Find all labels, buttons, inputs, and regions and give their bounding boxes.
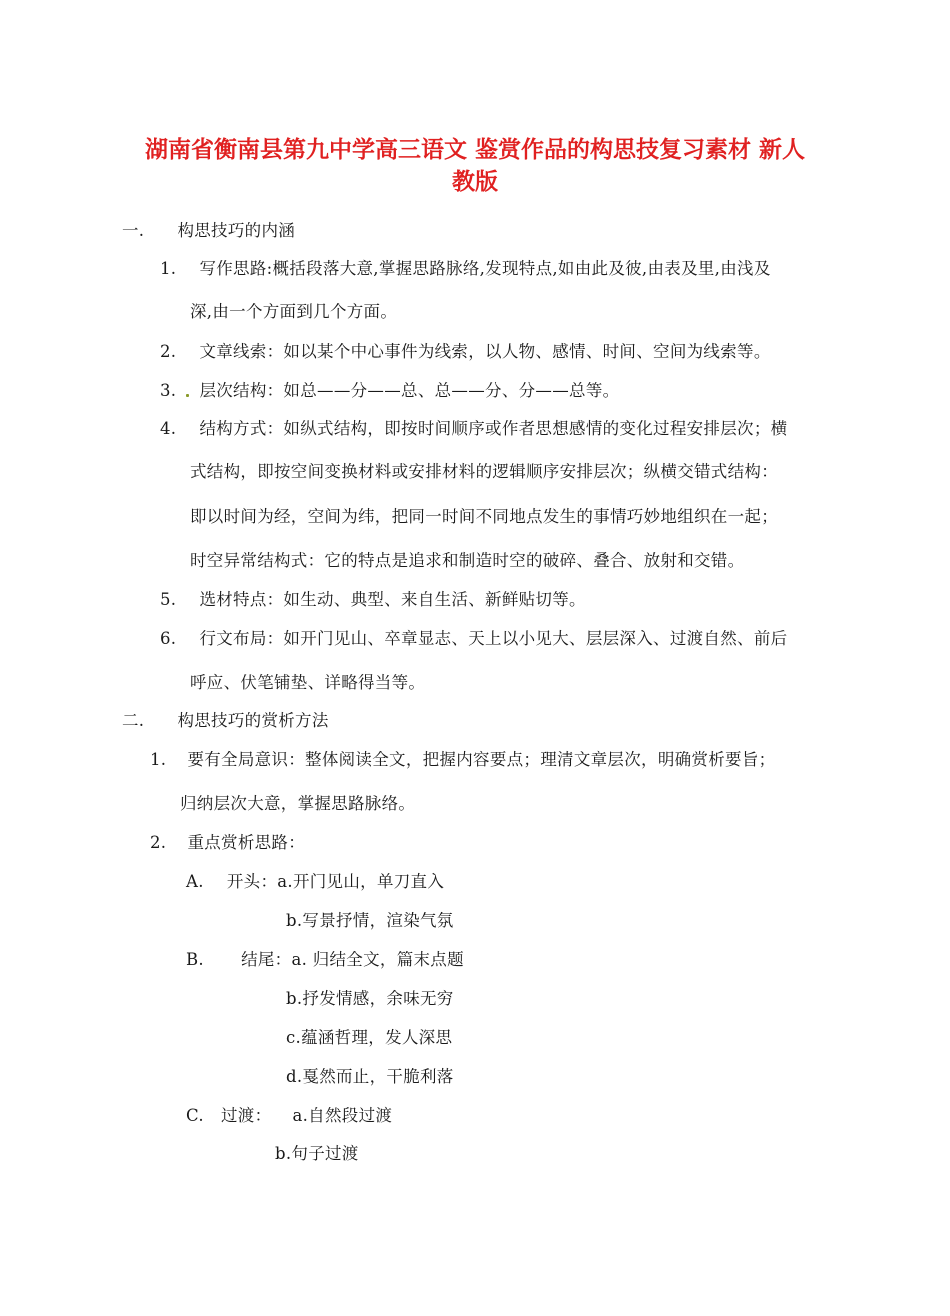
- sub-b-name: 结尾：: [241, 950, 292, 969]
- sub-c-label: C.: [186, 1106, 204, 1125]
- s2-item-2-text-1: 重点赏析思路：: [187, 833, 306, 852]
- s1-item-1-text-1: 写作思路:概括段落大意,掌握思路脉络,发现特点,如由此及彼,由表及里,由浅及: [199, 259, 771, 278]
- s1-item-6-text-2: 呼应、伏笔铺垫、详略得当等。: [190, 673, 426, 692]
- sub-b-point-1: a. 归结全文，篇末点题: [291, 950, 464, 969]
- s1-item-4-line-3: [190, 506, 778, 528]
- s2-item-2-number: 2.: [150, 833, 167, 852]
- s1-item-6-line-2: [190, 672, 425, 694]
- s1-item-3-line-1: [160, 380, 619, 402]
- s1-item-1-line-2: [190, 301, 397, 323]
- s1-item-4-text-2: 式结构，即按空间变换材料或安排材料的逻辑顺序安排层次；纵横交错式结构：: [190, 462, 778, 481]
- s1-item-6-text-1: 行文布局：如开门见山、卒章显志、天上以小见大、层层深入、过渡自然、前后: [199, 629, 788, 648]
- sub-b-row: [186, 949, 464, 971]
- s1-item-4-text-4: 时空异常结构式：它的特点是追求和制造时空的破碎、叠合、放射和交错。: [190, 551, 745, 570]
- sub-c-name: 过渡：: [220, 1106, 272, 1125]
- sub-b-point-2-row: [286, 988, 454, 1010]
- sub-c-row: [186, 1105, 392, 1127]
- sub-a-point-1: a.开门见山，单刀直入: [277, 872, 445, 891]
- s1-item-4-line-2: [190, 461, 778, 483]
- section-1-number: 一.: [122, 221, 145, 240]
- section-1-heading-row: [122, 220, 295, 242]
- s1-item-5-line-1: [160, 589, 586, 611]
- s2-item-1-line-1: [150, 749, 775, 771]
- s1-item-4-line-1: [160, 418, 787, 440]
- s1-item-1-text-2: 深,由一个方面到几个方面。: [190, 302, 398, 321]
- s1-item-3-text-1: 层次结构：如总——分——总、总——分、分——总等。: [199, 381, 620, 400]
- sub-b-point-2: b.抒发情感，余味无穷: [286, 989, 454, 1008]
- sub-b-point-4-row: [286, 1066, 454, 1088]
- s1-item-2-line-1: [160, 341, 771, 363]
- sub-a-point-2-row: [286, 910, 454, 932]
- section-2-heading-row: [122, 710, 329, 732]
- s2-item-1-text-2: 归纳层次大意，掌握思路脉络。: [180, 794, 416, 813]
- s1-item-2-number: 2.: [160, 342, 177, 361]
- s1-item-6-line-1: [160, 628, 787, 650]
- s1-item-4-line-4: [190, 550, 744, 572]
- s2-item-1-line-2: [180, 793, 415, 815]
- s1-item-5-text-1: 选材特点：如生动、典型、来自生活、新鲜贴切等。: [199, 590, 586, 609]
- sub-b-point-3-row: [286, 1027, 452, 1049]
- s1-item-1-number: 1.: [160, 259, 177, 278]
- title-line-2: 教版: [452, 169, 498, 195]
- section-2-number: 二.: [122, 711, 145, 730]
- sub-b-label: B.: [186, 950, 204, 969]
- section-1-heading: 构思技巧的内涵: [177, 221, 296, 240]
- s1-item-2-text-1: 文章线索：如以某个中心事件为线索，以人物、感情、时间、空间为线索等。: [199, 342, 771, 361]
- section-2-heading: 构思技巧的赏析方法: [177, 711, 329, 730]
- sub-c-point-2: b.句子过渡: [275, 1144, 359, 1163]
- sub-a-name: 开头：: [226, 872, 278, 891]
- sub-c-point-2-row: [275, 1143, 359, 1165]
- s2-item-2-line-1: [150, 832, 305, 854]
- sub-b-point-3: c.蕴涵哲理，发人深思: [286, 1028, 453, 1047]
- sub-b-point-4: d.戛然而止，干脆利落: [286, 1067, 454, 1086]
- s2-item-1-number: 1.: [150, 750, 167, 769]
- sub-a-label: A.: [186, 872, 204, 891]
- s1-item-3-number: 3.: [160, 381, 177, 400]
- s1-item-1-line-1: [160, 258, 771, 280]
- s1-item-4-number: 4.: [160, 419, 177, 438]
- s1-item-4-text-3: 即以时间为经，空间为纬，把同一时间不同地点发生的事情巧妙地组织在一起；: [190, 507, 778, 526]
- sub-c-point-1: a.自然段过渡: [292, 1106, 393, 1125]
- marker-dot: [186, 394, 189, 397]
- s2-item-1-text-1: 要有全局意识：整体阅读全文，把握内容要点；理清文章层次，明确赏析要旨；: [187, 750, 776, 769]
- title-line-1: 湖南省衡南县第九中学高三语文 鉴赏作品的构思技复习素材 新人: [144, 137, 805, 163]
- s1-item-6-number: 6.: [160, 629, 177, 648]
- sub-a-point-2: b.写景抒情，渲染气氛: [286, 911, 454, 930]
- sub-a-row: [186, 871, 444, 893]
- document-title: [110, 134, 840, 198]
- s1-item-4-text-1: 结构方式：如纵式结构，即按时间顺序或作者思想感情的变化过程安排层次；横: [199, 419, 788, 438]
- s1-item-5-number: 5.: [160, 590, 177, 609]
